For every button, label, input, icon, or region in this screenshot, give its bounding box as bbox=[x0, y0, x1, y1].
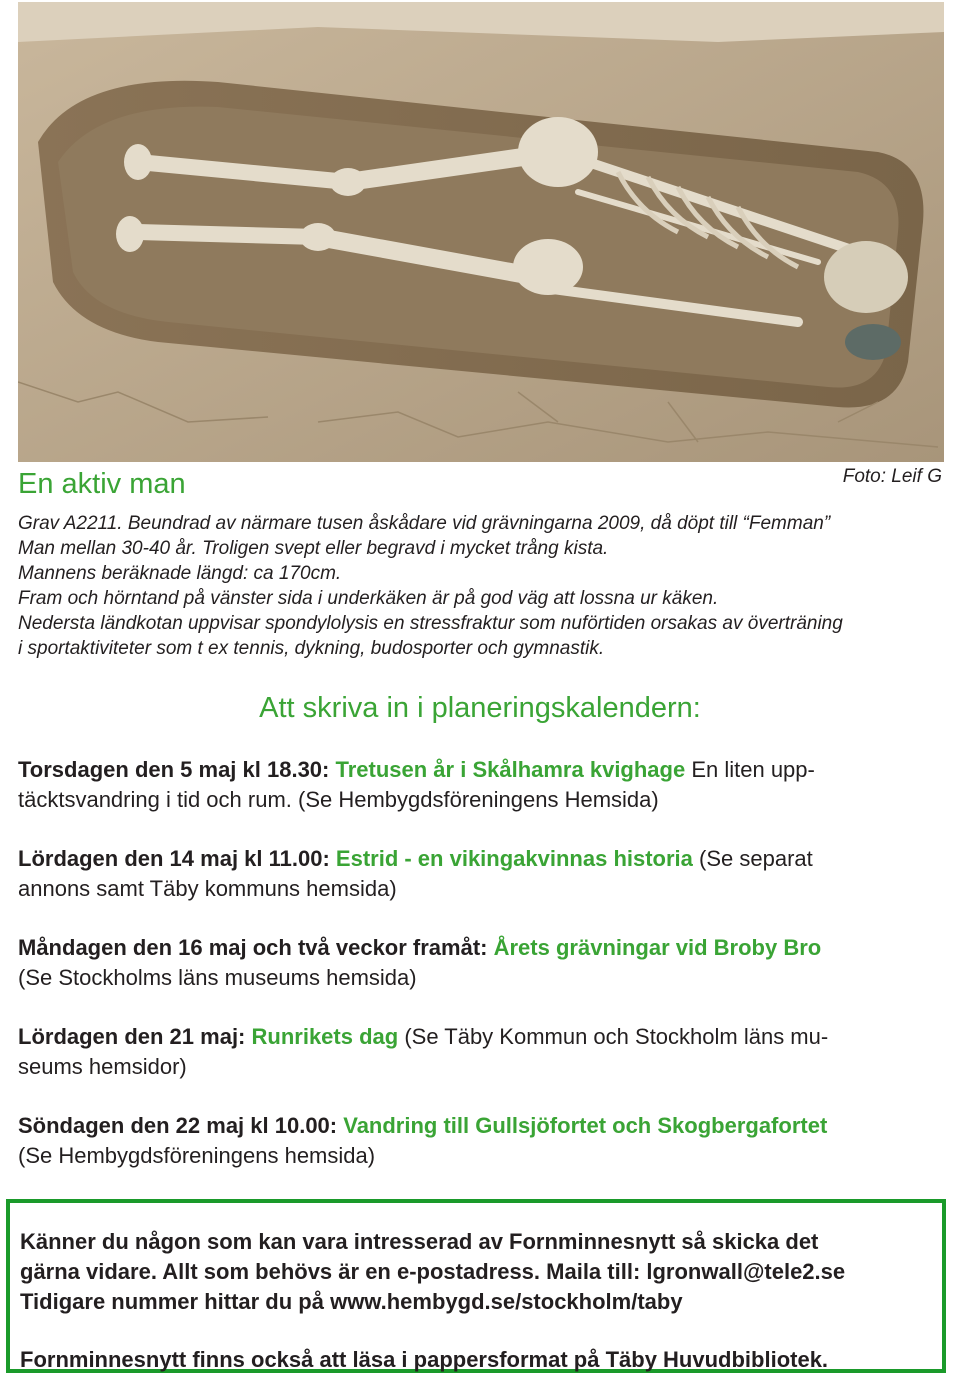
calendar-event bbox=[18, 1111, 944, 1171]
event-date: Lördagen den 14 maj kl 11.00: bbox=[18, 846, 336, 871]
event-note: En liten upp- bbox=[685, 757, 815, 782]
event-note: seums hemsidor) bbox=[18, 1054, 187, 1079]
caption-line: Fram och hörntand på vänster sida i underkäken är på god väg att lossna ur käken. bbox=[18, 588, 719, 609]
newsletter-notice-box bbox=[6, 1199, 946, 1373]
event-title: Runrikets dag bbox=[251, 1024, 399, 1049]
photo-credit: Foto: Leif G bbox=[842, 466, 942, 487]
notice-line: Fornminnesnytt finns också att läsa i pappersformat på Täby Huvudbibliotek. bbox=[20, 1347, 829, 1372]
event-title: Estrid - en vikingakvinnas historia bbox=[335, 846, 693, 871]
notice-line: Känner du någon som kan vara intresserad av Fornminnesnytt så skicka det bbox=[20, 1229, 819, 1254]
event-date: Måndagen den 16 maj och två veckor framåt: bbox=[18, 935, 494, 960]
calendar-title: Att skriva in i planeringskalendern: bbox=[259, 692, 701, 724]
event-note: (Se Täby Kommun och Stockholm läns mu- bbox=[398, 1024, 829, 1049]
event-note: (Se Stockholms läns museums hemsida) bbox=[18, 965, 417, 990]
notice-line: gärna vidare. Allt som behövs är en e-postadress. Maila till: lgronwall@tele2.se bbox=[20, 1259, 846, 1284]
event-date: Söndagen den 22 maj kl 10.00: bbox=[18, 1113, 344, 1138]
event-date: Lördagen den 21 maj: bbox=[18, 1024, 252, 1049]
event-title: Vandring till Gullsjöfortet och Skogbergafortet bbox=[343, 1113, 828, 1138]
event-note: täcktsvandring i tid och rum. (Se Hembygdsföreningens Hemsida) bbox=[18, 787, 659, 812]
caption-line: Mannens beräknade längd: ca 170cm. bbox=[18, 563, 342, 584]
event-note: (Se separat bbox=[692, 846, 813, 871]
article-title: En aktiv man bbox=[18, 468, 186, 500]
caption-line: Grav A2211. Beundrad av närmare tusen åskådare vid grävningarna 2009, då döpt till “Femman” bbox=[18, 513, 831, 534]
event-note: (Se Hembygdsföreningens hemsida) bbox=[18, 1143, 376, 1168]
article-caption bbox=[18, 511, 948, 661]
calendar-event bbox=[18, 844, 944, 904]
caption-line: Nedersta ländkotan uppvisar spondylolysis en stressfraktur som nuförtiden orsakas av överträning bbox=[18, 613, 843, 634]
calendar-event bbox=[18, 1022, 944, 1082]
calendar-event bbox=[18, 755, 944, 815]
event-date: Torsdagen den 5 maj kl 18.30: bbox=[18, 757, 336, 782]
event-title: Tretusen år i Skålhamra kvighage bbox=[335, 757, 686, 782]
event-note: annons samt Täby kommuns hemsida) bbox=[18, 876, 397, 901]
skeleton-photo bbox=[18, 2, 944, 462]
event-title: Årets grävningar vid Broby Bro bbox=[493, 935, 822, 960]
notice-line: Tidigare nummer hittar du på www.hembygd.se/stockholm/taby bbox=[20, 1289, 683, 1314]
calendar-event bbox=[18, 933, 944, 993]
caption-line: Man mellan 30-40 år. Troligen svept eller begravd i mycket trång kista. bbox=[18, 538, 609, 559]
caption-line: i sportaktiviteter som t ex tennis, dykning, budosporter och gymnastik. bbox=[18, 638, 605, 659]
excavation-illustration bbox=[18, 2, 944, 462]
